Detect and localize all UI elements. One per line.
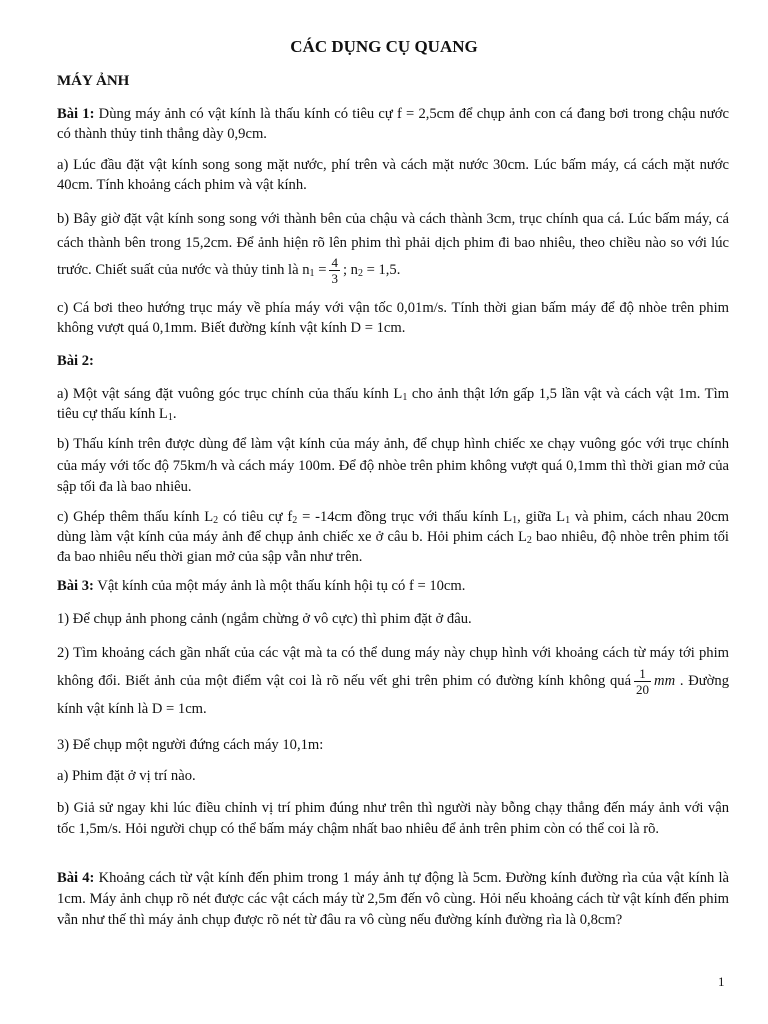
bai3-q1: 1) Để chụp ảnh phong cảnh (ngắm chừng ở vô cực) thì phim đặt ở đâu.	[57, 611, 472, 627]
text: c) Ghép thêm thấu kính L	[57, 509, 214, 525]
subscript: 1	[512, 515, 518, 526]
bai1-part-b	[57, 207, 729, 286]
subscript: 2	[357, 267, 363, 279]
fraction-numerator: 1	[634, 666, 651, 682]
bai1-b-text2: ; n	[342, 261, 358, 278]
bai2-part-a	[57, 384, 729, 424]
subscript: 1	[565, 515, 571, 526]
page-number: 1	[718, 974, 725, 989]
text: cho ảnh thật lớn gấp 1,5 lần vật và cách vật 1m. Tìm tiêu cự thấu kính L	[57, 386, 729, 422]
bai1-b-text: b) Bây giờ đặt vật kính song song với thành bên của chậu và cách thành 3cm, trục chính qua cá. Lúc bấm máy, cá cách thành bên trong 15,2cm. Để ảnh hiện rõ lên phim thì phải dịch phim đi bao nhiêu, theo chiều nào so với lúc trước. Chiết suất của nước và thủy tinh là n	[57, 211, 729, 278]
bai3-q3: 3) Để chụp một người đứng cách máy 10,1m:	[57, 737, 324, 753]
text: = -14cm đồng trục với thấu kính L	[297, 509, 513, 525]
subscript: 1	[309, 267, 315, 279]
fraction	[634, 666, 651, 697]
bai2-part-b: b) Thấu kính trên được dùng để làm vật kính của máy ảnh, để chụp hình chiếc xe chạy vuông góc với trục chính của máy với tốc độ 75km/h và cách máy 100m. Để độ nhòe trên phim không vượt quá 0,1mm thì thời gian mở của sập tối đa là bao nhiêu.	[57, 436, 729, 495]
bai3-intro	[57, 576, 729, 596]
page-title: CÁC DỤNG CỤ QUANG	[290, 37, 478, 56]
subscript: 2	[526, 535, 532, 546]
text: , giữa L	[517, 509, 566, 525]
fraction	[329, 255, 340, 286]
bai3-q2	[57, 641, 729, 722]
bai3-label: Bài 3:	[57, 578, 94, 594]
fraction-denominator: 20	[636, 682, 650, 697]
text: bao nhiêu, độ nhòe trên phim tối đa bao nhiêu nếu thời gian mở của sập vẫn như trên.	[57, 529, 729, 565]
bai3-q3b: b) Giả sử ngay khi lúc điều chỉnh vị trí phim đúng như trên thì người này bỗng chạy thẳng đến máy ảnh với vận tốc 1,5m/s. Hỏi người chụp có thể bấm máy chậm nhất bao nhiêu để ảnh trên phim còn có thể coi là rõ.	[57, 800, 729, 837]
bai3-q3a: a) Phim đặt ở vị trí nào.	[57, 768, 196, 784]
text: .	[172, 406, 177, 422]
bai4	[57, 868, 729, 931]
bai1-intro	[57, 104, 729, 144]
bai4-label: Bài 4:	[57, 870, 95, 886]
text: a) Một vật sáng đặt vuông góc trục chính của thấu kính L	[57, 386, 403, 402]
bai2-part-c	[57, 507, 729, 567]
equals: =	[314, 261, 327, 278]
bai1-label: Bài 1:	[57, 106, 95, 122]
unit: mm	[654, 672, 676, 689]
text: Vật kính của một máy ảnh là một thấu kính hội tụ có f = 10cm.	[93, 578, 466, 594]
subscript: 1	[402, 392, 408, 403]
text: 2) Tìm khoảng cách gần nhất của các vật mà ta có thể dung máy này chụp hình với khoảng cách từ máy tới phim không đổi. Biết ảnh của một điểm vật coi là rõ nếu vết ghi trên phim có đường kính không quá	[57, 645, 729, 689]
subscript: 2	[292, 515, 298, 526]
subscript: 1	[167, 412, 173, 423]
bai1-b-text3: = 1,5.	[362, 261, 401, 278]
subscript: 2	[213, 515, 219, 526]
fraction-denominator: 3	[331, 271, 338, 286]
bai1-part-a: a) Lúc đầu đặt vật kính song song mặt nước, phí trên và cách mặt nước 30cm. Lúc bấm máy, cá cách mặt nước 40cm. Tính khoảng cách phim và vật kính.	[57, 157, 729, 193]
bai1-intro-text: Dùng máy ảnh có vật kính là thấu kính có tiêu cự f = 2,5cm để chụp ảnh con cá đang bơi trong chậu nước có thành thủy tinh thẳng dày 0,9cm.	[57, 106, 729, 142]
bai1-part-c: c) Cá bơi theo hướng trục máy về phía máy với vận tốc 0,01m/s. Tính thời gian bấm máy để độ nhòe trên phim không vượt quá 0,1mm. Biết đường kính vật kính D = 1cm.	[57, 300, 729, 336]
text: có tiêu cự f	[218, 509, 293, 525]
text: và phim, cách nhau 20cm dùng làm vật kính của máy ảnh để chụp ảnh chiếc xe ở câu b. Hỏi phim cách L	[57, 509, 730, 545]
text: . Đường kính vật kính là D = 1cm.	[57, 672, 729, 717]
section-heading: MÁY ẢNH	[57, 73, 130, 89]
bai2-label: Bài 2:	[57, 353, 94, 369]
fraction-numerator: 4	[331, 255, 338, 270]
text: Khoảng cách từ vật kính đến phim trong 1 máy ảnh tự động là 5cm. Đường kính đường rìa của vật kính là 1cm. Máy ảnh chụp rõ nét được các vật cách máy từ 2,5m đến vô cùng. Hỏi nếu khoảng cách từ vật kính đến phim vẫn như thế thì máy ảnh chụp được rõ nét từ đâu ra vô cùng nếu đường kính đường rìa là 0,8cm?	[57, 870, 730, 928]
